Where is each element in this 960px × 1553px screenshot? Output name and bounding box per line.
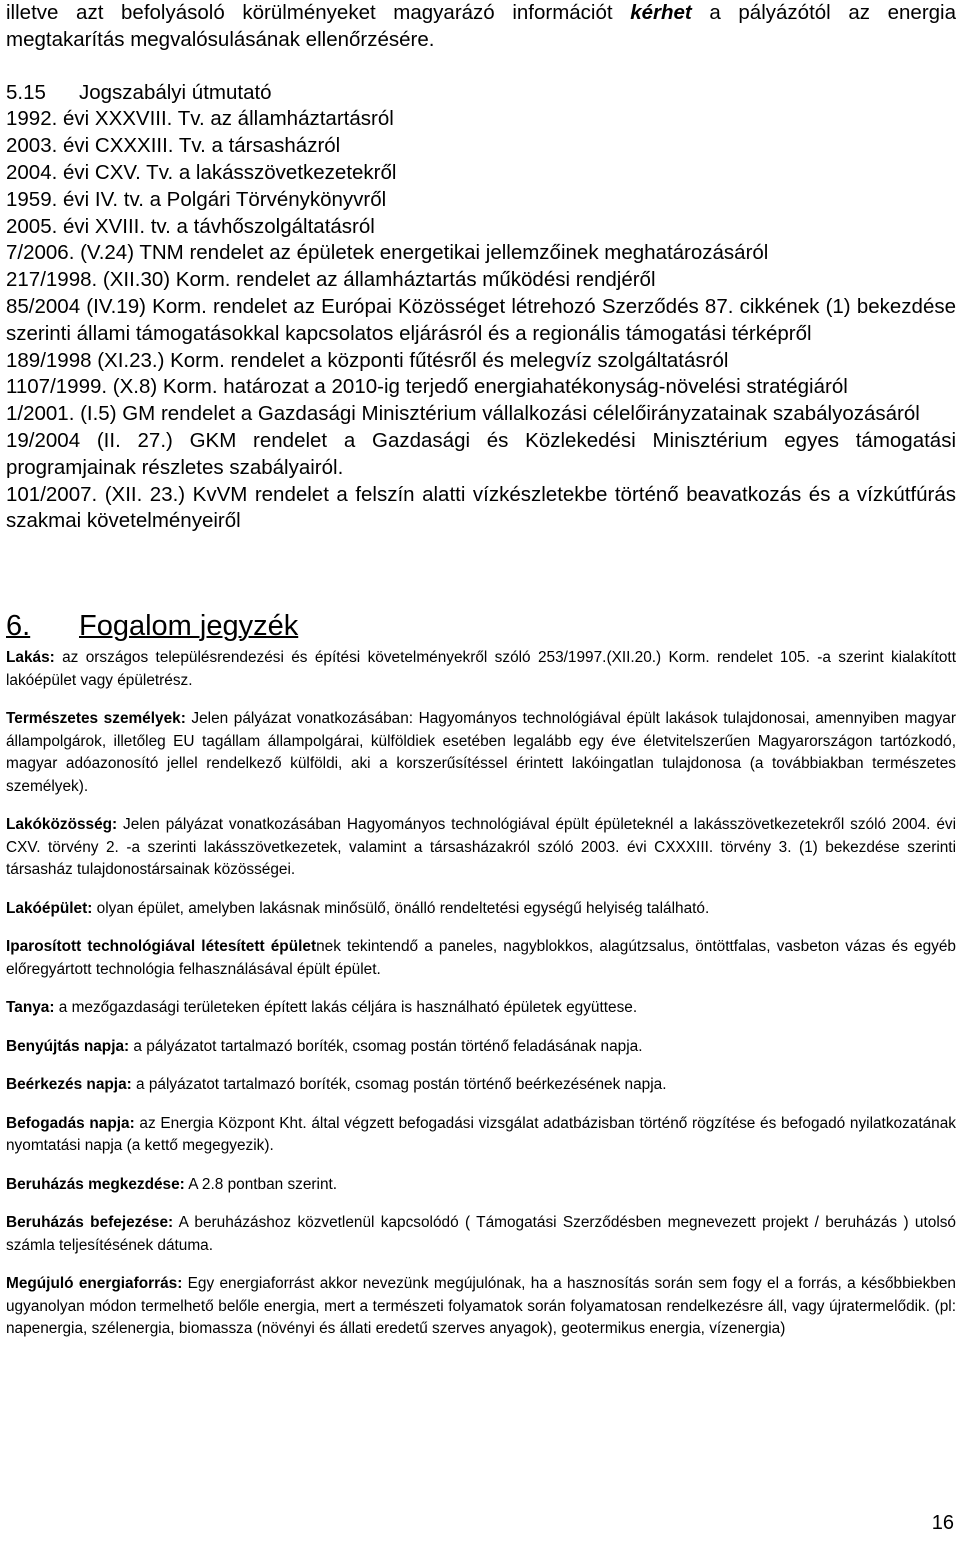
law-item: 85/2004 (IV.19) Korm. rendelet az Európai Közösséget létrehozó Szerződés 87. cikkének (1) bekezdése szerinti állami támogatásokkal kapcsolatos eljárásról és a regionális támogatási térképről xyxy=(6,294,956,345)
definition-term: Megújuló energiaforrás: xyxy=(6,1275,183,1293)
definition-item xyxy=(6,936,956,981)
definition-term: Lakóközösség: xyxy=(6,816,118,834)
law-item: 1992. évi XXXVIII. Tv. az államháztartásról xyxy=(6,107,394,131)
law-item: 1959. évi IV. tv. a Polgári Törvénykönyvről xyxy=(6,187,387,211)
definition-text: olyan épület, amelyben lakásnak minősülő, önálló rendeltetési egységű helyiség található. xyxy=(92,899,710,917)
definition-term: Iparosított technológiával létesített épület xyxy=(6,938,317,956)
definition-text: a pályázatot tartalmazó boríték, csomag postán történő beérkezésének napja. xyxy=(131,1076,667,1094)
law-list xyxy=(6,106,956,535)
definition-item xyxy=(6,1113,956,1158)
definition-item xyxy=(6,997,956,1020)
definition-term: Beérkezés napja: xyxy=(6,1076,132,1094)
definition-item xyxy=(6,1273,956,1341)
definition-term: Lakás: xyxy=(6,649,55,667)
section-heading xyxy=(6,80,956,107)
page-number: 16 xyxy=(931,1512,954,1534)
definition-text: A 2.8 pontban szerint. xyxy=(184,1175,338,1193)
definition-term: Tanya: xyxy=(6,999,55,1017)
section-title: Jogszabályi útmutató xyxy=(79,80,272,104)
definition-text: a mezőgazdasági területeken épített lakás céljára is használható épületek együttese. xyxy=(54,999,638,1017)
law-item: 101/2007. (XII. 23.) KvVM rendelet a felszín alatti vízkészletekbe történő beavatkozás és a vízkútfúrás szakmai követelményeiről xyxy=(6,482,956,533)
section-6-number: 6. xyxy=(6,610,31,643)
document-page xyxy=(6,0,956,1357)
definition-term: Természetes személyek: xyxy=(6,710,186,728)
definition-item xyxy=(6,898,956,921)
definition-term: Beruházás befejezése: xyxy=(6,1214,174,1232)
intro-paragraph: illetve azt befolyásoló körülményeket magyarázó információt kérhet a pályázótól az energia megtakarítás megvalósulásának ellenőrzésére. xyxy=(6,1,957,51)
definition-text: A beruházáshoz közvetlenül kapcsolódó ( Támogatási Szerződésben megnevezett projekt / beruházás ) utolsó számla teljesítésének dátuma. xyxy=(6,1214,956,1254)
law-item: 2005. évi XVIII. tv. a távhőszolgáltatásról xyxy=(6,214,375,238)
definition-item xyxy=(6,1174,956,1197)
law-item: 2004. évi CXV. Tv. a lakásszövetkezetekről xyxy=(6,160,397,184)
definition-item xyxy=(6,1074,956,1097)
law-item: 217/1998. (XII.30) Korm. rendelet az államháztartás működési rendjéről xyxy=(6,268,656,292)
definition-term: Benyújtás napja: xyxy=(6,1037,130,1055)
section-6-title: Fogalom jegyzék xyxy=(79,610,299,643)
definition-term: Befogadás napja: xyxy=(6,1114,135,1132)
section-number: 5.15 xyxy=(6,80,46,104)
definition-item xyxy=(6,647,956,692)
law-item: 189/1998 (XI.23.) Korm. rendelet a központi fűtésről és melegvíz szolgáltatásról xyxy=(6,348,729,372)
section-5-15 xyxy=(6,80,956,536)
law-item: 7/2006. (V.24) TNM rendelet az épületek energetikai jellemzőinek meghatározásáról xyxy=(6,241,769,265)
definition-text: a pályázatot tartalmazó boríték, csomag postán történő feladásának napja. xyxy=(129,1037,643,1055)
definition-item xyxy=(6,814,956,882)
definition-text: Jelen pályázat vonatkozásában Hagyományos technológiával épült épületeknél a lakásszövetkezetekről szóló 2004. évi CXV. törvény 2. -a szerinti lakásszövetkezetek, valamint a társasházakról szóló 2003. évi CXXXIII. törvény 3. (1) bekezdése szerinti társasház tulajdonostársainak közösségei. xyxy=(6,816,956,879)
law-item: 19/2004 (II. 27.) GKM rendelet a Gazdasági és Közlekedési Minisztérium egyes támogatási programjainak részletes szabályairól. xyxy=(6,428,956,479)
definition-item xyxy=(6,1212,956,1257)
law-item: 1/2001. (I.5) GM rendelet a Gazdasági Minisztérium vállalkozási célelőirányzatainak szabályozásáról xyxy=(6,402,920,426)
definition-list xyxy=(6,647,956,1341)
definition-term: Lakóépület: xyxy=(6,899,93,917)
definition-item xyxy=(6,708,956,798)
definition-text: nek tekintendő a paneles, nagyblokkos, alagútzsalus, öntöttfalas, vasbeton vázas és egyéb előregyártott technológia felhasználásával épült épület. xyxy=(6,938,956,978)
section-6-heading xyxy=(6,609,956,643)
law-item: 2003. évi CXXXIII. Tv. a társasházról xyxy=(6,134,341,158)
definition-text: az országos településrendezési és építési követelményekről szóló 253/1997.(XII.20.) Korm. rendelet 105. -a szerint kialakított lakóépület vagy épületrész. xyxy=(6,649,956,689)
definition-term: Beruházás megkezdése: xyxy=(6,1175,185,1193)
definition-text: Jelen pályázat vonatkozásában: Hagyományos technológiával épült lakások tulajdonosai, amennyiben magyar állampolgárok, illetőleg EU tagállam állampolgárai, külföldiek esetében legalább egy éve életvitelszerűen Magyarországon tartózkodó, magyar adóazonosító jellel rendelkező külföldi, aki a korszerűsítéssel érintett lakóingatlan tulajdonosa (a továbbiakban természetes személyek). xyxy=(6,710,956,795)
definition-text: Egy energiaforrást akkor nevezünk megújulónak, ha a hasznosítás során sem fogy el a forrás, a későbbiekben ugyanolyan módon termelhető belőle energia, mert a természeti folyamatok során folyamatosan rendelkezésre áll, vagy újratermelődik. (pl: napenergia, szélenergia, biomassza (növényi és állati eredetű szerves anyagok), geotermikus energia, vízenergia) xyxy=(6,1275,956,1338)
definition-item xyxy=(6,1036,956,1059)
definition-text: az Energia Központ Kht. által végzett befogadási vizsgálat adatbázisban történő rögzítése és befogadó nyilatkozatának nyomtatási napja (a kettő megegyezik). xyxy=(6,1114,956,1155)
law-item: 1107/1999. (X.8) Korm. határozat a 2010-ig terjedő energiahatékonyság-növelési stratégiáról xyxy=(6,375,848,399)
intro-emphasis: kérhet xyxy=(630,1,692,24)
